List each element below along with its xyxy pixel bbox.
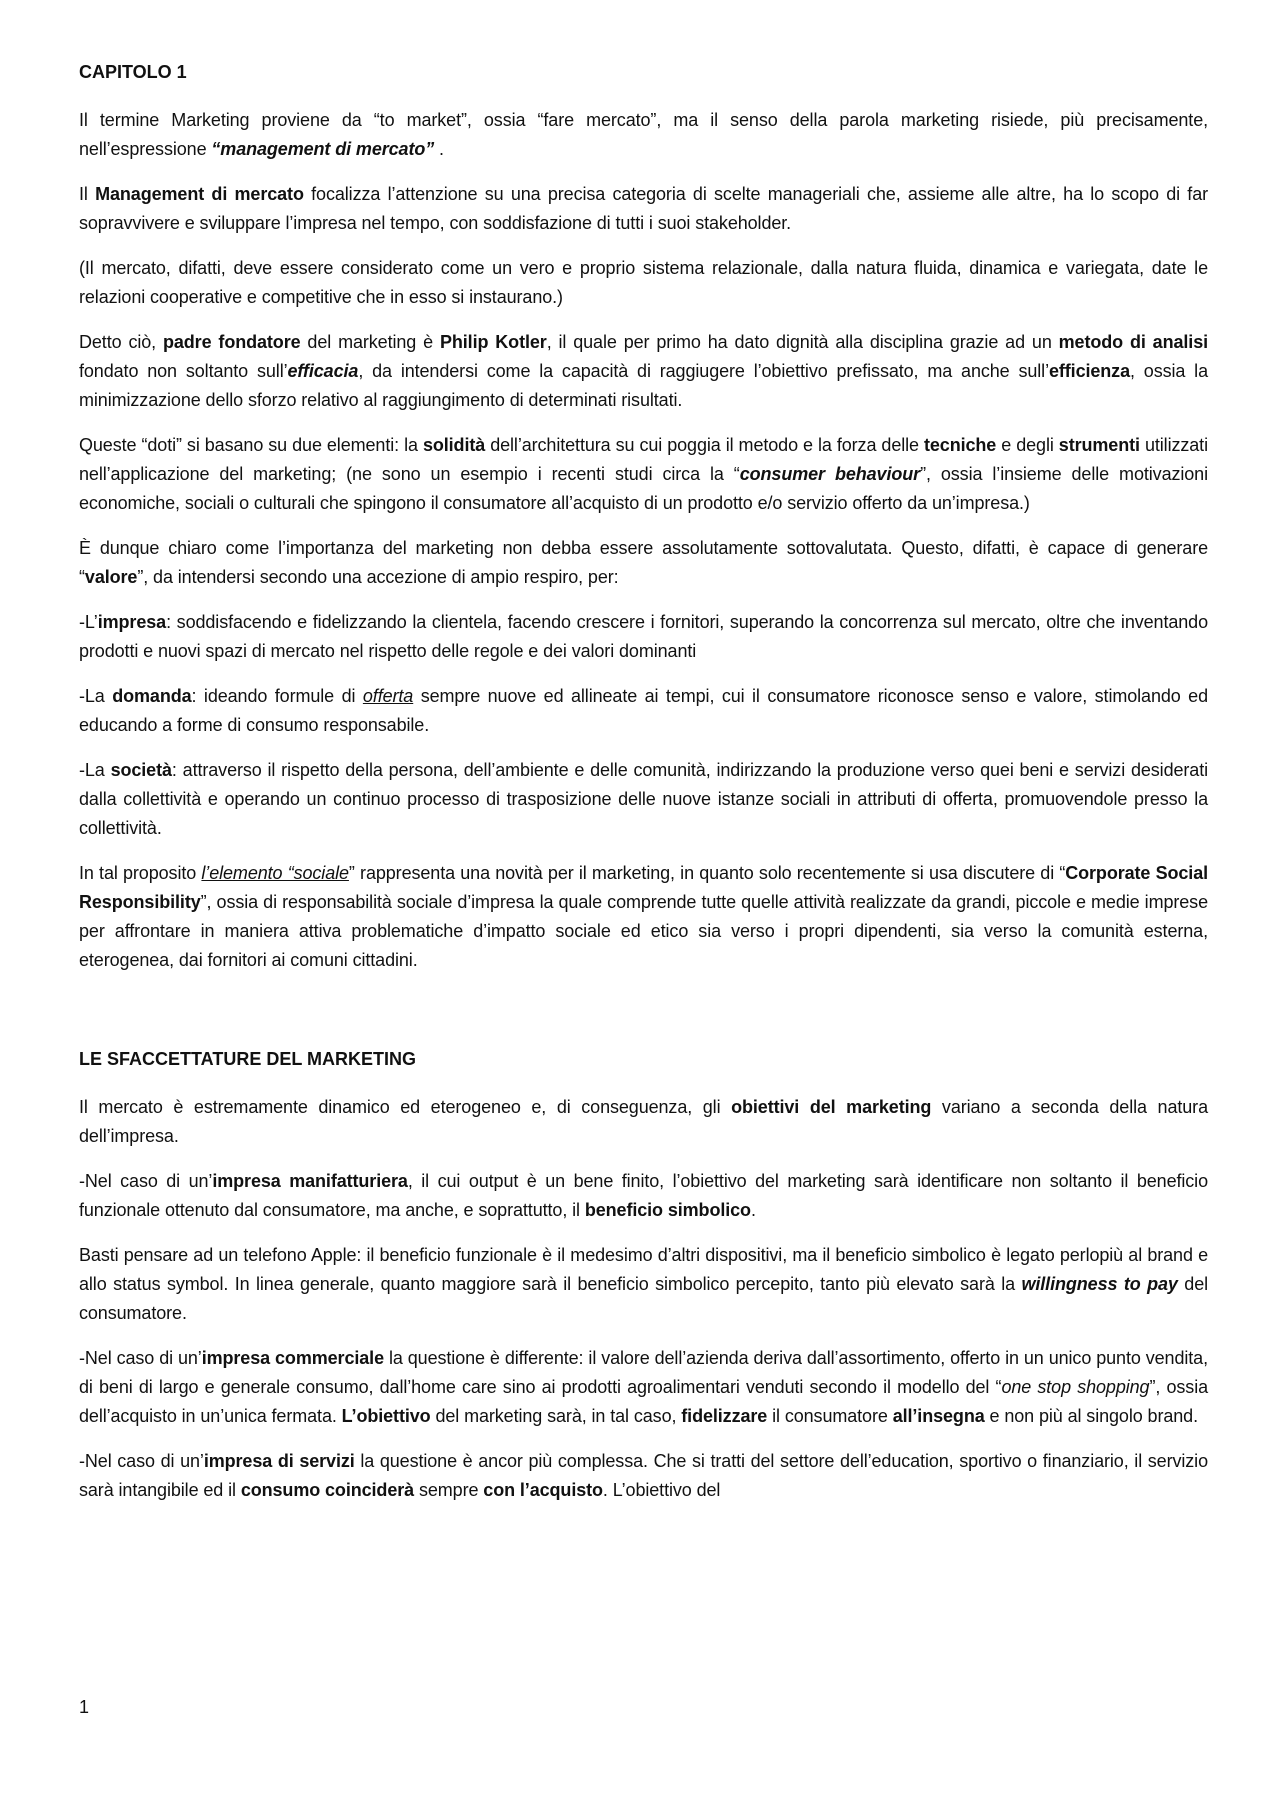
emphasized-text: offerta <box>362 686 414 706</box>
text-run: la questione è differente: il valore dell’azienda deriva dall’assortimento, offerto in un unico punto vendita, di beni di largo e generale consumo, dall’home care sino ai prodotti agroalimentari venduti secondo il modello del “ <box>79 1348 1208 1397</box>
emphasized-text: efficacia <box>287 361 359 381</box>
text-run: . <box>750 1200 756 1220</box>
emphasized-text: Corporate Social Responsibility <box>79 863 1209 912</box>
text-run: variano a seconda della natura dell’impresa. <box>79 1097 1208 1146</box>
paragraph <box>79 106 1208 164</box>
paragraph <box>79 1093 1208 1151</box>
paragraph <box>79 431 1208 518</box>
text-run: Basti pensare ad un telefono Apple: il beneficio funzionale è il medesimo d’altri dispositivi, ma il beneficio simbolico è legato perlopiù al brand e allo status symbol. In linea generale, quanto maggiore sarà il beneficio simbolico percepito, tanto più elevato sarà la <box>79 1245 1208 1294</box>
text-run: Detto ciò, <box>79 332 163 352</box>
paragraph <box>79 608 1208 666</box>
emphasized-text: valore <box>84 567 138 587</box>
emphasized-text: l’elemento “sociale <box>201 863 349 883</box>
emphasized-text: fidelizzare <box>681 1406 768 1426</box>
text-run: , ossia la minimizzazione dello sforzo relativo al raggiungimento di determinati risultati. <box>79 361 1208 410</box>
paragraph <box>79 328 1208 415</box>
emphasized-text: padre fondatore <box>162 332 301 352</box>
emphasized-text: con l’acquisto <box>483 1480 603 1500</box>
section-heading: CAPITOLO 1 <box>79 62 187 82</box>
text-run: ”, ossia l’insieme delle motivazioni economiche, sociali o culturali che spingono il consumatore all’acquisto di un prodotto e/o servizio offerto da un’impresa.) <box>79 464 1208 513</box>
emphasized-text: beneficio simbolico <box>584 1200 751 1220</box>
text-run: e non più al singolo brand. <box>984 1406 1198 1426</box>
document-page <box>79 58 1208 1521</box>
text-run: il consumatore <box>767 1406 893 1426</box>
paragraph <box>79 1167 1208 1225</box>
text-run: Il termine Marketing proviene da “to market”, ossia “fare mercato”, ma il senso della parola marketing risiede, più precisamente, nell’espressione <box>79 110 1208 159</box>
text-run: -Nel caso di un’ <box>79 1348 202 1368</box>
paragraph <box>79 180 1208 238</box>
text-run: ”, ossia di responsabilità sociale d’impresa la quale comprende tutte quelle attività realizzate da grandi, piccole e medie imprese per affrontare in maniera attiva problematiche d’impatto sociale ed etico sia verso i propri dipendenti, sia verso la comunità esterna, eterogenea, dai fornitori ai comuni cittadini. <box>79 892 1208 970</box>
emphasized-text: impresa manifatturiera <box>212 1171 408 1191</box>
paragraph <box>79 1241 1208 1328</box>
paragraph <box>79 1344 1208 1431</box>
emphasized-text: Philip Kotler <box>439 332 547 352</box>
emphasized-text: impresa <box>97 612 167 632</box>
emphasized-text: “management di mercato” <box>211 139 435 159</box>
text-run: , il cui output è un bene finito, l’obiettivo del marketing sarà identificare non soltanto il beneficio funzionale ottenuto dal consumatore, ma anche, e soprattutto, il <box>79 1171 1208 1220</box>
text-run: : ideando formule di <box>191 686 363 706</box>
text-run: -La <box>79 686 113 706</box>
text-run: sempre <box>414 1480 484 1500</box>
emphasized-text: one stop shopping <box>1001 1377 1150 1397</box>
paragraph <box>79 682 1208 740</box>
text-run: : soddisfacendo e fidelizzando la clientela, facendo crescere i fornitori, superando la concorrenza sul mercato, oltre che inventando prodotti e nuovi spazi di mercato nel rispetto delle regole e dei valori dominanti <box>79 612 1208 661</box>
paragraph <box>79 756 1208 843</box>
paragraph <box>79 859 1208 975</box>
text-run: , da intendersi come la capacità di raggiugere l’obiettivo prefissato, ma anche sull’ <box>358 361 1049 381</box>
emphasized-text: società <box>110 760 172 780</box>
emphasized-text: consumo coinciderà <box>240 1480 415 1500</box>
text-run: focalizza l’attenzione su una precisa categoria di scelte manageriali che, assieme alle altre, ha lo scopo di far sopravvivere e sviluppare l’impresa nel tempo, con soddisfazione di tutti i suoi stakeholder. <box>79 184 1209 233</box>
text-run: Il mercato è estremamente dinamico ed eterogeneo e, di conseguenza, gli <box>79 1097 732 1117</box>
text-run: -L’ <box>79 612 98 632</box>
emphasized-text: metodo di analisi <box>1058 332 1209 352</box>
text-run: (Il mercato, difatti, deve essere considerato come un vero e proprio sistema relazionale, dalla natura fluida, dinamica e variegata, date le relazioni cooperative e competitive che in esso si instaurano.) <box>79 258 1208 307</box>
text-run: del marketing è <box>300 332 440 352</box>
emphasized-text: impresa di servizi <box>203 1451 355 1471</box>
paragraph <box>79 254 1208 312</box>
emphasized-text: all’insegna <box>892 1406 985 1426</box>
emphasized-text: consumer behaviour <box>739 464 921 484</box>
emphasized-text: efficienza <box>1048 361 1130 381</box>
text-run: utilizzati nell’applicazione del marketing; (ne sono un esempio i recenti studi circa la “ <box>79 435 1208 484</box>
emphasized-text: impresa commerciale <box>201 1348 384 1368</box>
text-run: . L’obiettivo del <box>602 1480 721 1500</box>
text-run: : attraverso il rispetto della persona, dell’ambiente e delle comunità, indirizzando la produzione verso quei beni e servizi desiderati dalla collettività e operando un continuo processo di trasposizione delle nuove istanze sociali in attributi di offerta, promuovendole presso la collettività. <box>79 760 1208 838</box>
emphasized-text: L’obiettivo <box>341 1406 431 1426</box>
emphasized-text: strumenti <box>1058 435 1140 455</box>
text-run: del marketing sarà, in tal caso, <box>430 1406 682 1426</box>
emphasized-text: obiettivi del marketing <box>731 1097 932 1117</box>
text-run: ”, da intendersi secondo una accezione di ampio respiro, per: <box>137 567 619 587</box>
paragraph <box>79 534 1208 592</box>
text-run: la questione è ancor più complessa. Che si tratti del settore dell’education, sportivo o finanziario, il servizio sarà intangibile ed il <box>79 1451 1208 1500</box>
emphasized-text: solidità <box>422 435 486 455</box>
text-run: sempre nuove ed allineate ai tempi, cui il consumatore riconosce senso e valore, stimolando ed educando a forme di consumo responsabile. <box>79 686 1208 735</box>
text-run: Il <box>79 184 96 204</box>
text-run: Queste “doti” si basano su due elementi: la <box>79 435 423 455</box>
page-number: 1 <box>79 1697 90 1717</box>
text-run: dell’architettura su cui poggia il metodo e la forza delle <box>485 435 924 455</box>
text-run: fondato non soltanto sull’ <box>79 361 288 381</box>
text-run: ” rappresenta una novità per il marketing, in quanto solo recentemente si usa discutere di “ <box>348 863 1066 883</box>
text-run: In tal proposito <box>79 863 202 883</box>
text-run: ”, ossia dell’acquisto in un’unica fermata. <box>79 1377 1209 1426</box>
empty-paragraph <box>79 991 1208 1020</box>
text-run: -La <box>79 760 111 780</box>
emphasized-text: domanda <box>112 686 192 706</box>
emphasized-text: Management di mercato <box>95 184 304 204</box>
emphasized-text: tecniche <box>923 435 997 455</box>
emphasized-text: willingness to pay <box>1021 1274 1178 1294</box>
text-run: . <box>434 139 444 159</box>
text-run: È dunque chiaro come l’importanza del marketing non debba essere assolutamente sottovalutata. Questo, difatti, è capace di generare “ <box>79 538 1208 587</box>
text-run: -Nel caso di un’ <box>79 1171 213 1191</box>
paragraph <box>79 1447 1208 1505</box>
text-run: e degli <box>996 435 1059 455</box>
text-run: , il quale per primo ha dato dignità alla disciplina grazie ad un <box>546 332 1059 352</box>
text-run: del consumatore. <box>79 1274 1209 1323</box>
section-heading: LE SFACCETTATURE DEL MARKETING <box>79 1049 416 1069</box>
text-run: -Nel caso di un’ <box>79 1451 204 1471</box>
